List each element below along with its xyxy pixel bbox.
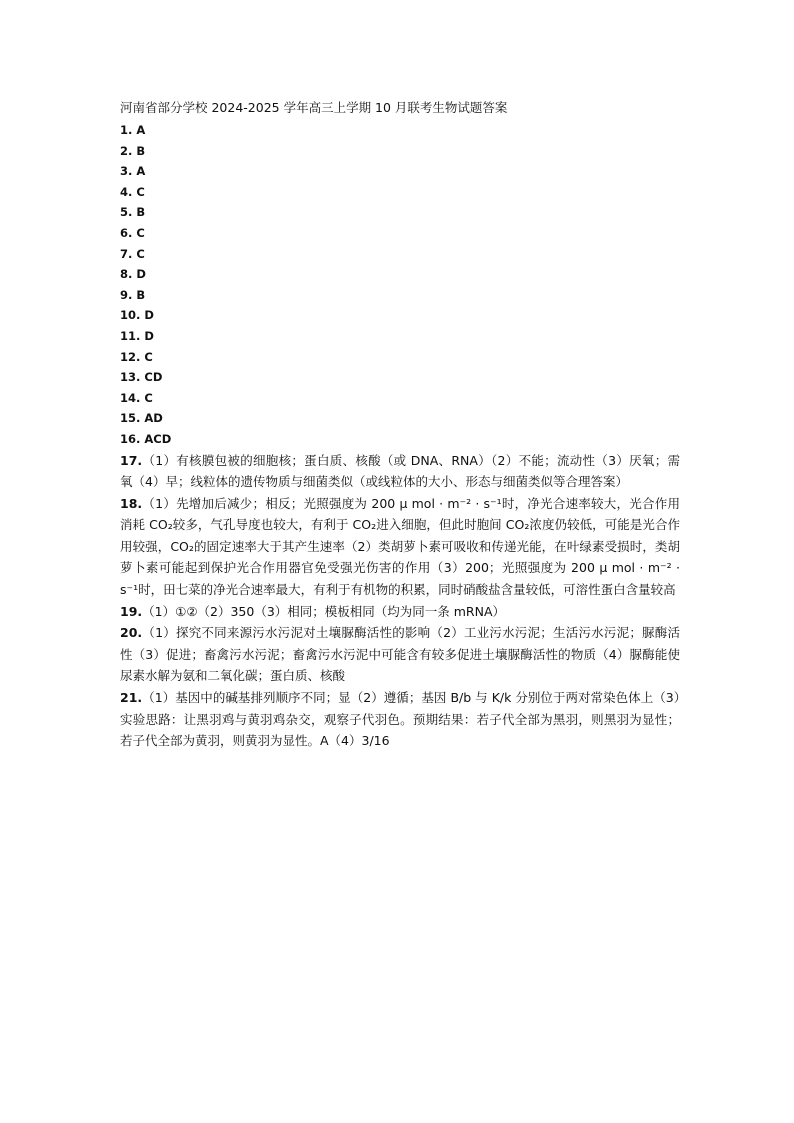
answer-text: （1）①②（2）350（3）相同；模板相同（均为同一条 mRNA） [142,603,506,619]
choice-answer-1: 1. A [120,123,146,137]
answer-17 [120,450,680,493]
answer-20 [120,622,680,687]
answer-21 [120,687,680,752]
choice-answer-9: 9. B [120,287,146,302]
choice-answer-3: 3. A [120,164,146,179]
choice-answer-11: 11. D [120,328,154,343]
choice-answer-16: 16. ACD [120,431,172,446]
choice-answer-12: 12. C [120,349,153,364]
multiple-choice-answers [120,120,680,450]
answer-text: （1）基因中的碱基排列顺序不同；显（2）遵循；基因 B/b 与 K/k 分别位于两对常染色体上（3）实验思路：让黑羽鸡与黄羽鸡杂交，观察子代羽色。预期结果：若子代全部为黑羽，则黑羽为显性；若子代全部为黄羽，则黄羽为显性。A（4）3/16 [120,690,680,749]
answer-sheet [120,98,680,752]
answer-text: （1）探究不同来源污水污泥对土壤脲酶活性的影响（2）工业污水污泥；生活污水污泥；脲酶活性（3）促进；畜禽污水污泥；畜禽污水污泥中可能含有较多促进土壤脲酶活性的物质（4）脲酶能使尿素水解为氨和二氧化碳；蛋白质、核酸 [120,625,680,684]
document-title: 河南省部分学校 2024-2025 学年高三上学期 10 月联考生物试题答案 [120,100,508,115]
answer-text: （1）有核膜包被的细胞核；蛋白质、核酸（或 DNA、RNA）（2）不能；流动性（3）厌氧；需氧（4）早；线粒体的遗传物质与细菌类似（或线粒体的大小、形态与细菌类似等合理答案） [120,452,680,490]
choice-answer-6: 6. C [120,225,145,240]
choice-answer-7: 7. C [120,246,145,261]
choice-answer-4: 4. C [120,184,145,199]
answer-number: 20. [120,625,143,641]
choice-answer-5: 5. B [120,205,146,220]
answer-18 [120,493,680,601]
choice-answer-15: 15. AD [120,411,163,426]
choice-answer-10: 10. D [120,308,154,323]
answer-text: （1）先增加后减少；相反；光照强度为 200 μ mol · m⁻² · s⁻¹时，净光合速率较大，光合作用消耗 CO₂较多，气孔导度也较大，有利于 CO₂进入细胞，但此时胞间 CO₂浓度仍较低，可能是光合作用较强，CO₂的固定速率大于其产生速率（2）类胡萝卜素可吸收和传递光能，在叶绿素受损时，类胡萝卜素可能起到保护光合作用器官免受强光伤害的作用（3）200；光照强度为 200 μ mol · m⁻² · s⁻¹时，田七菜的净光合速率最大，有利于有机物的积累，同时硝酸盐含量较低，可溶性蛋白含量较高 [120,495,680,598]
choice-answer-2: 2. B [120,143,146,158]
answer-19 [120,601,680,623]
choice-answer-8: 8. D [120,267,146,282]
answer-number: 18. [120,495,143,511]
answer-number: 19. [120,603,143,619]
choice-answer-13: 13. CD [120,370,163,385]
choice-answer-14: 14. C [120,390,153,405]
answer-number: 17. [120,452,143,468]
answer-number: 21. [120,690,143,706]
